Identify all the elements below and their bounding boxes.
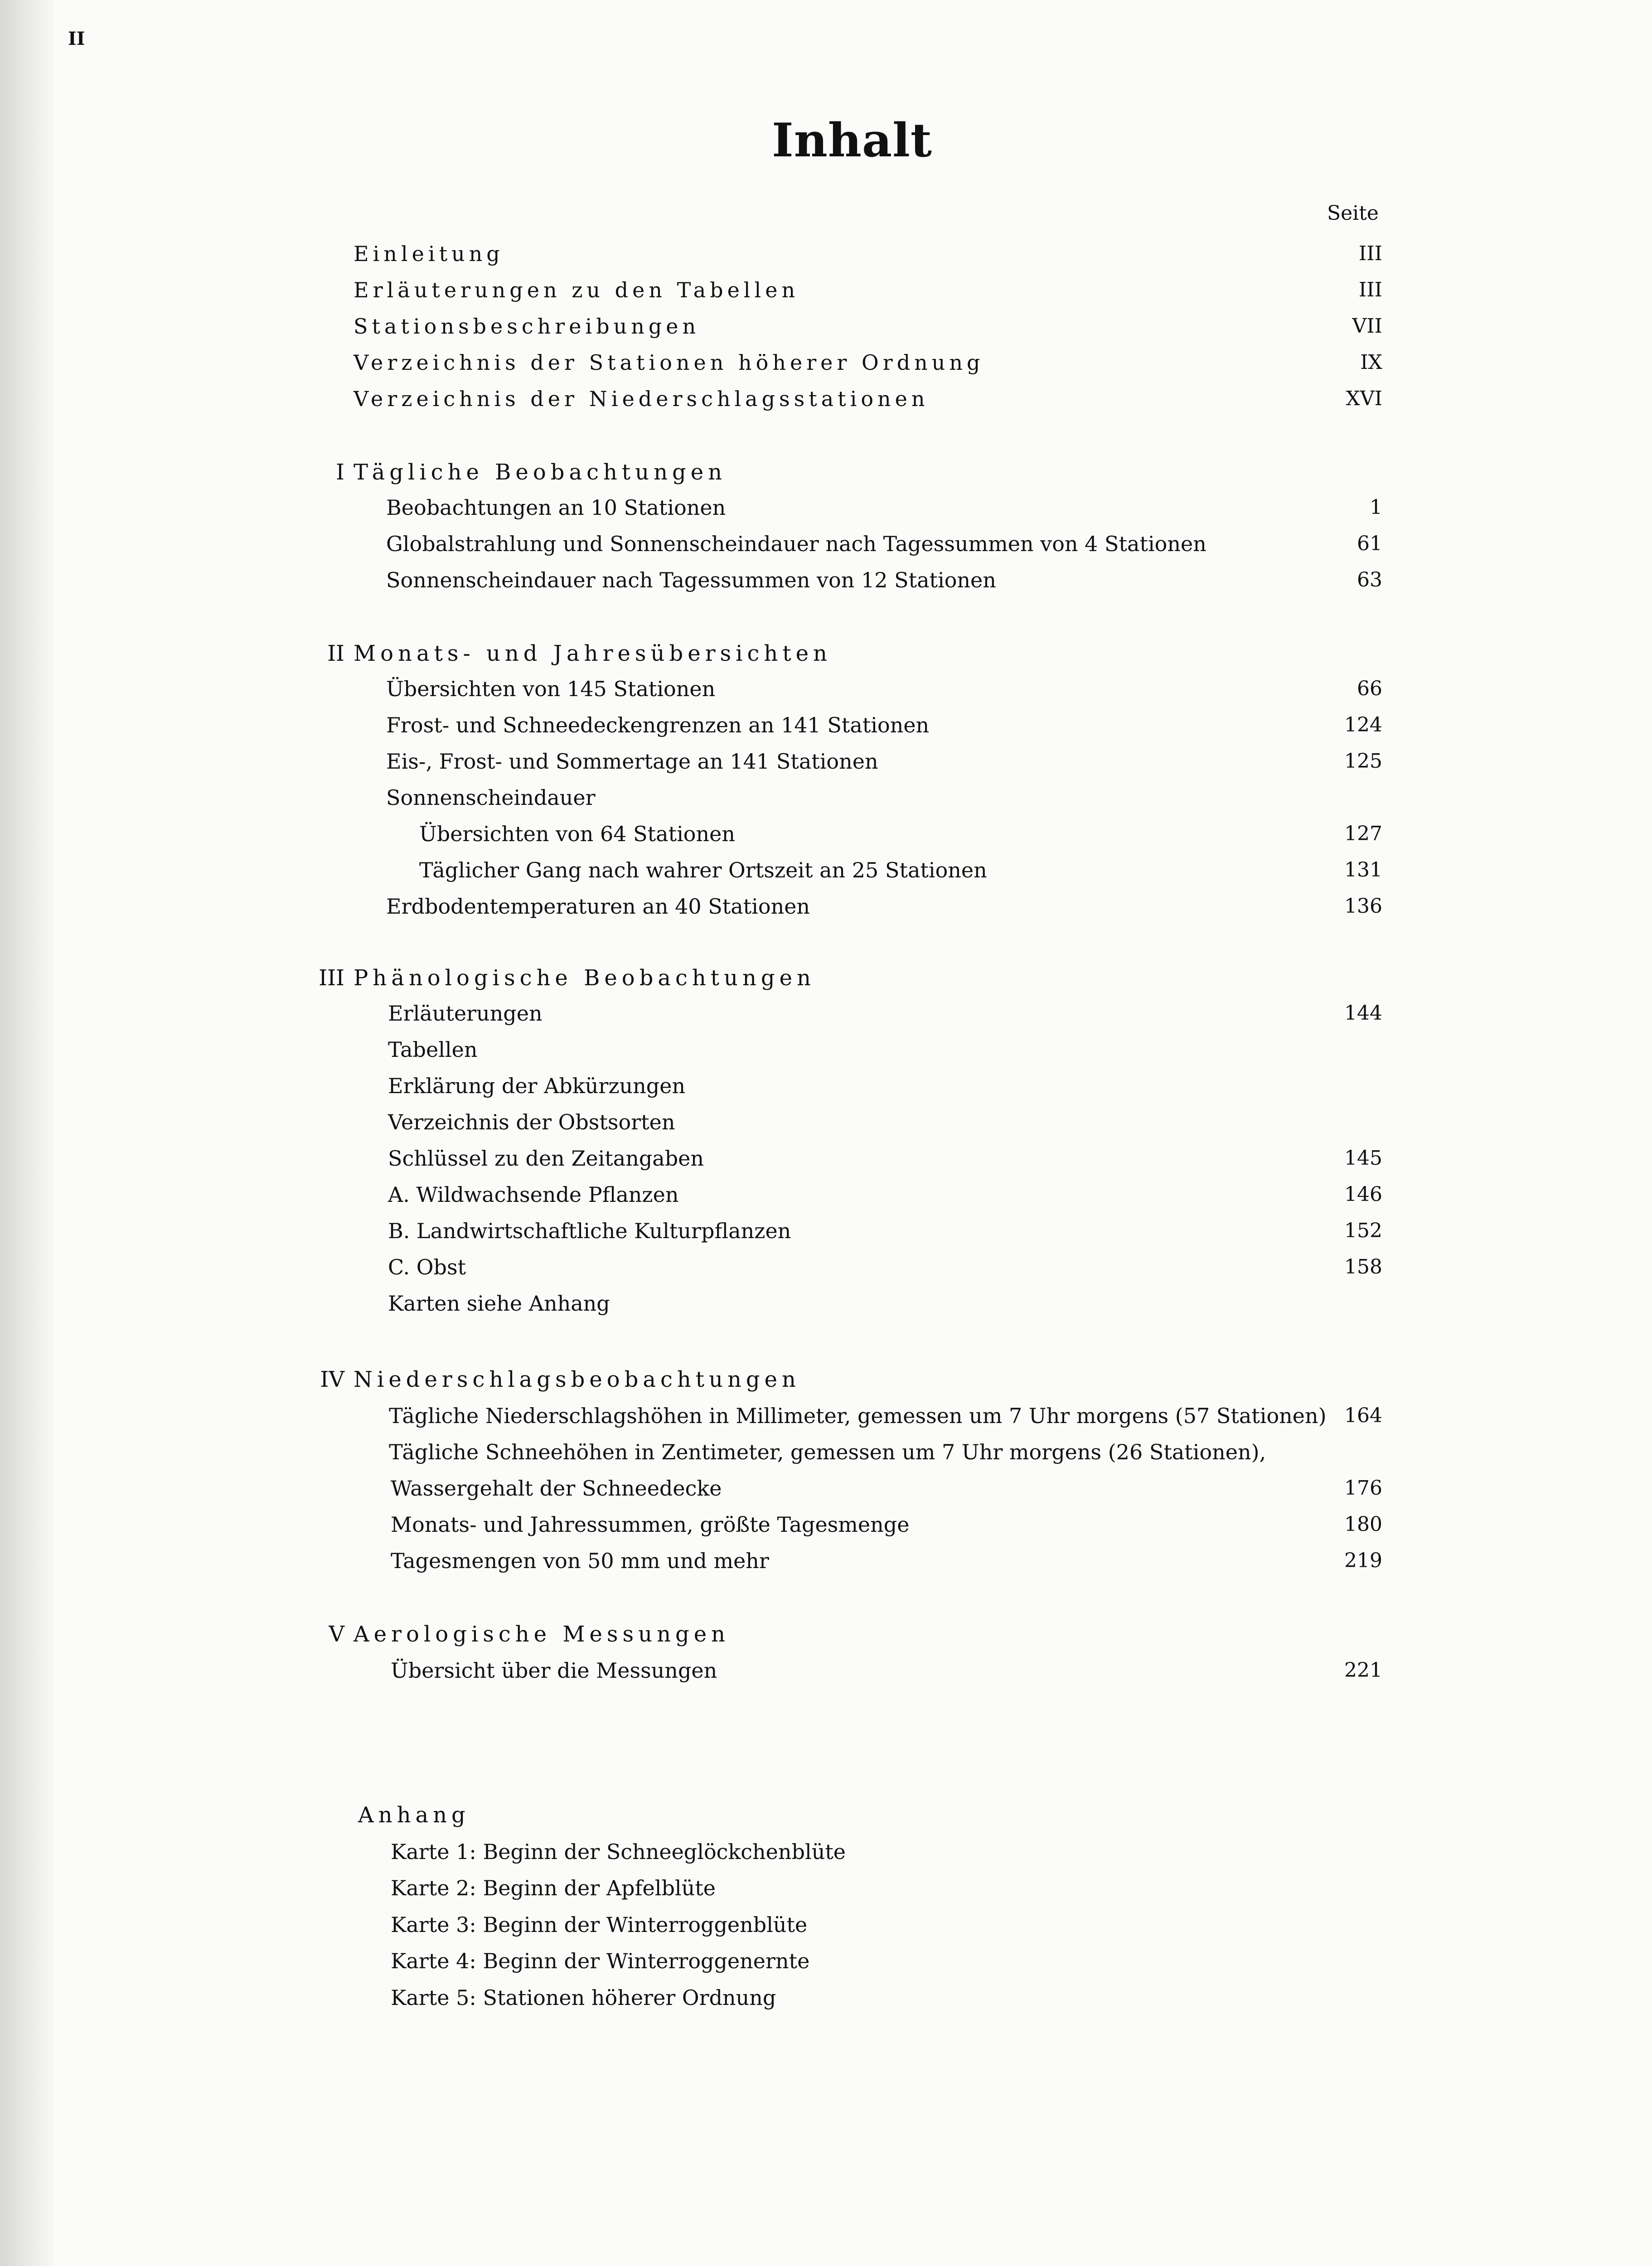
toc-entry-label: Tägliche Niederschlagshöhen in Millimeter, gemessen um 7 Uhr morgens (57 Stationen) bbox=[389, 1404, 1327, 1428]
toc-entry bbox=[391, 1657, 717, 1684]
toc-page-number: 63 bbox=[1357, 568, 1382, 591]
toc-entry bbox=[388, 1000, 543, 1027]
section-heading bbox=[313, 459, 727, 486]
toc-entry bbox=[388, 1181, 679, 1208]
toc-entry bbox=[388, 1145, 704, 1172]
toc-page-number: 221 bbox=[1344, 1659, 1382, 1682]
toc-entry bbox=[391, 1475, 722, 1502]
toc-entry-label: A. Wildwachsende Pflanzen bbox=[388, 1182, 679, 1207]
toc-entry-label: C. Obst bbox=[388, 1255, 466, 1279]
toc-entry bbox=[386, 566, 996, 594]
toc-entry bbox=[354, 276, 799, 304]
toc-page-number: XVI bbox=[1346, 387, 1382, 410]
toc-entry bbox=[386, 494, 726, 521]
toc-entry bbox=[391, 1511, 909, 1538]
section-title: Monats- und Jahresübersichten bbox=[354, 641, 832, 666]
toc-page-number: 145 bbox=[1344, 1147, 1382, 1170]
toc-entry-label: Verzeichnis der Stationen höherer Ordnung bbox=[354, 350, 984, 375]
page-number: II bbox=[68, 28, 85, 49]
toc-entry-label: Sonnenscheindauer nach Tagessummen von 12 Stationen bbox=[386, 568, 996, 592]
scan-edge-shading bbox=[0, 0, 54, 2266]
toc-entry bbox=[388, 1036, 477, 1063]
toc-entry bbox=[354, 313, 700, 340]
toc-page-number: 61 bbox=[1357, 532, 1382, 555]
toc-page-number: 158 bbox=[1344, 1255, 1382, 1278]
section-numeral: II bbox=[327, 641, 344, 666]
appendix-item: Karte 4: Beginn der Winterroggenernte bbox=[391, 1949, 810, 1973]
toc-page-number: 124 bbox=[1344, 713, 1382, 736]
toc-entry bbox=[388, 1072, 685, 1099]
toc-entry bbox=[391, 1547, 769, 1574]
section-heading bbox=[313, 1621, 730, 1648]
toc-page-number: 219 bbox=[1344, 1549, 1382, 1572]
appendix-item: Karte 1: Beginn der Schneeglöckchenblüte bbox=[391, 1840, 846, 1864]
toc-entry-label: Täglicher Gang nach wahrer Ortszeit an 25 Stationen bbox=[419, 858, 987, 882]
toc-page-number: 136 bbox=[1344, 895, 1382, 918]
toc-entry-label: Frost- und Schneedeckengrenzen an 141 Stationen bbox=[386, 713, 930, 737]
toc-entry-label: Schlüssel zu den Zeitangaben bbox=[388, 1146, 704, 1171]
toc-entry bbox=[386, 784, 596, 811]
toc-entry bbox=[419, 857, 987, 884]
toc-entry-label: Monats- und Jahressummen, größte Tagesmenge bbox=[391, 1512, 910, 1537]
toc-entry-label: Stationsbeschreibungen bbox=[354, 314, 700, 339]
toc-page-number: 66 bbox=[1357, 677, 1382, 700]
section-title: Aerologische Messungen bbox=[354, 1622, 730, 1647]
section-heading bbox=[313, 1366, 800, 1393]
toc-entry-label: Karten siehe Anhang bbox=[388, 1291, 610, 1316]
toc-page-number: 180 bbox=[1344, 1513, 1382, 1536]
section-title: Niederschlagsbeobachtungen bbox=[354, 1367, 800, 1392]
toc-entry-label: B. Landwirtschaftliche Kulturpflanzen bbox=[388, 1219, 791, 1243]
toc-entry-label: Verzeichnis der Niederschlagsstationen bbox=[354, 387, 929, 411]
toc-page-number: 1 bbox=[1370, 496, 1382, 519]
toc-entry bbox=[388, 1290, 610, 1317]
page-column-header: Seite bbox=[1327, 202, 1379, 225]
toc-page-number: 146 bbox=[1344, 1183, 1382, 1206]
toc-entry-label: Übersichten von 64 Stationen bbox=[419, 822, 735, 846]
appendix-item: Karte 3: Beginn der Winterroggenblüte bbox=[391, 1913, 808, 1937]
appendix-item: Karte 5: Stationen höherer Ordnung bbox=[391, 1985, 776, 2010]
toc-entry bbox=[354, 240, 504, 267]
section-heading bbox=[313, 964, 815, 992]
toc-entry-label: Tägliche Schneehöhen in Zentimeter, gemessen um 7 Uhr morgens (26 Stationen), bbox=[389, 1440, 1266, 1464]
toc-entry bbox=[386, 530, 1206, 557]
toc-page-number: 144 bbox=[1344, 1002, 1382, 1025]
toc-page-number: 131 bbox=[1344, 858, 1382, 881]
toc-entry-label: Eis-, Frost- und Sommertage an 141 Stationen bbox=[386, 749, 878, 774]
toc-page-number: III bbox=[1358, 278, 1382, 301]
toc-entry-label: Einleitung bbox=[354, 242, 504, 266]
toc-page-number: 127 bbox=[1344, 822, 1382, 845]
toc-entry-label: Übersichten von 145 Stationen bbox=[386, 677, 716, 701]
toc-entry-label: Erläuterungen zu den Tabellen bbox=[354, 278, 799, 302]
toc-entry-label: Tagesmengen von 50 mm und mehr bbox=[391, 1549, 769, 1573]
toc-entry-label: Tabellen bbox=[388, 1037, 478, 1062]
toc-entry bbox=[386, 675, 715, 702]
toc-entry bbox=[386, 893, 810, 920]
toc-entry-label: Globalstrahlung und Sonnenscheindauer nach Tagessummen von 4 Stationen bbox=[386, 532, 1206, 556]
section-numeral: III bbox=[319, 965, 344, 991]
toc-entry bbox=[388, 1254, 466, 1281]
toc-entry bbox=[388, 1217, 791, 1244]
section-numeral: V bbox=[329, 1622, 344, 1647]
toc-page-number: 152 bbox=[1344, 1219, 1382, 1242]
toc-entry-label: Wassergehalt der Schneedecke bbox=[391, 1476, 722, 1501]
toc-entry bbox=[389, 1438, 1266, 1466]
toc-entry-label: Übersicht über die Messungen bbox=[391, 1658, 717, 1683]
toc-entry-label: Erklärung der Abkürzungen bbox=[388, 1074, 686, 1098]
section-title: Phänologische Beobachtungen bbox=[354, 965, 815, 991]
toc-page-number: III bbox=[1358, 242, 1382, 265]
toc-entry bbox=[419, 820, 735, 847]
toc-entry-label: Sonnenscheindauer bbox=[386, 785, 596, 810]
toc-entry-label: Erläuterungen bbox=[388, 1001, 543, 1026]
section-numeral: I bbox=[336, 460, 344, 485]
toc-entry-label: Beobachtungen an 10 Stationen bbox=[386, 495, 726, 520]
toc-page-number: 125 bbox=[1344, 750, 1382, 773]
toc-page-number: 176 bbox=[1344, 1477, 1382, 1500]
toc-page-number: VII bbox=[1352, 315, 1382, 338]
toc-entry bbox=[386, 748, 878, 775]
toc-entry bbox=[386, 712, 929, 739]
toc-entry bbox=[354, 385, 929, 412]
toc-entry-label: Erdbodentemperaturen an 40 Stationen bbox=[386, 894, 810, 919]
toc-page-number: IX bbox=[1360, 351, 1382, 374]
section-title: Tägliche Beobachtungen bbox=[354, 460, 727, 485]
toc-entry-label: Verzeichnis der Obstsorten bbox=[388, 1110, 675, 1134]
toc-entry bbox=[388, 1109, 675, 1136]
toc-entry bbox=[354, 349, 984, 376]
appendix-item: Karte 2: Beginn der Apfelblüte bbox=[391, 1876, 716, 1900]
page-title: Inhalt bbox=[772, 113, 932, 168]
appendix-heading: Anhang bbox=[358, 1802, 470, 1828]
section-heading bbox=[313, 640, 832, 667]
section-numeral: IV bbox=[320, 1367, 344, 1392]
toc-entry bbox=[389, 1402, 1327, 1429]
toc-page-number: 164 bbox=[1344, 1404, 1382, 1427]
